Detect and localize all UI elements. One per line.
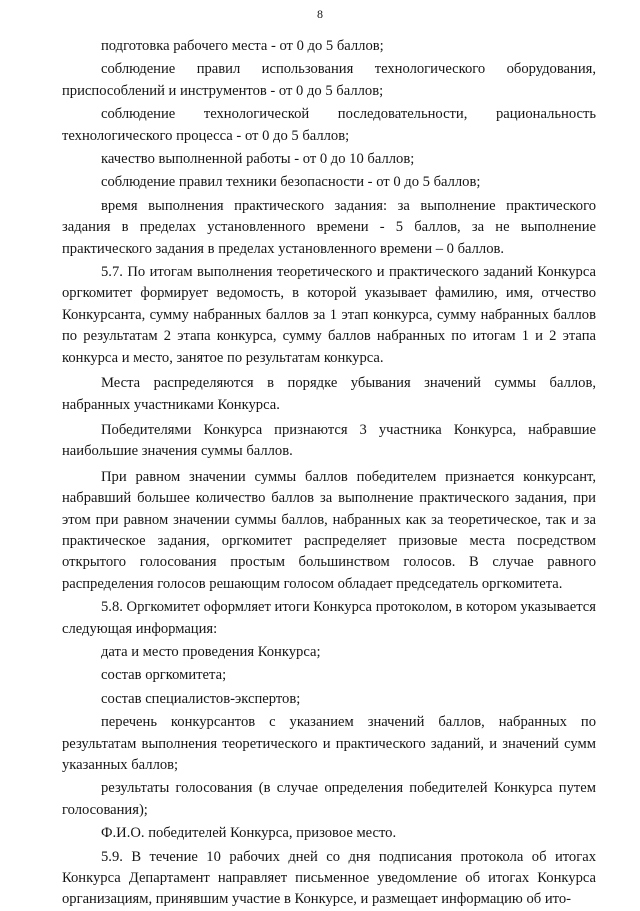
document-body xyxy=(62,36,596,911)
paragraph-5-7: 5.7. По итогам выполнения теоретического и практического заданий Конкурса оргкомитет формирует ведомость, в которой указывает фамилию, имя, отчество Конкурсанта, сумму набранных баллов за 1 этап конкурса, сумму набранных баллов по результатам 2 этапа конкурса, сумму баллов набранных по итогам 1 и 2 этапа конкурса и место, занятое по результатам конкурса. xyxy=(62,264,596,366)
page-number: 8 xyxy=(317,7,323,21)
paragraph-places-order: Места распределяются в порядке убывания значений суммы баллов, набранных участниками Конкурса. xyxy=(62,375,596,413)
list-item-contestants: перечень конкурсантов с указанием значений баллов, набранных по результатам выполнения теоретического и практического заданий, и значений сумм указанных баллов; xyxy=(62,714,596,773)
paragraph-work-quality: качество выполненной работы - от 0 до 10 баллов; xyxy=(101,151,415,168)
paragraph-workplace-prep: подготовка рабочего места - от 0 до 5 баллов; xyxy=(101,38,384,54)
paragraph-safety-rules: соблюдение правил техники безопасности - от 0 до 5 баллов; xyxy=(101,174,481,191)
paragraph-winners: Победителями Конкурса признаются 3 участника Конкурса, набравшие наибольшие значения суммы баллов. xyxy=(62,421,596,460)
paragraph-time-limit: время выполнения практического задания: за выполнение практического задания в пределах установленного времени - 5 баллов, за не выполнение практического задания в пределах установленного времени – 0 баллов. xyxy=(62,197,596,257)
paragraph-equipment-rules: соблюдение правил использования технологического оборудования, приспособлений и инструментов - от 0 до 5 баллов; xyxy=(62,61,596,99)
list-item-winners-names: Ф.И.О. победителей Конкурса, призовое место. xyxy=(101,825,397,842)
paragraph-tie-rule: При равном значении суммы баллов победителем признается конкурсант, набравший большее количество баллов за выполнение практического задания, при этом при равном значении суммы баллов, набранных как за теоретическое, так и за практическое задания, оргкомитет распределяет призовые места посредством открытого голосования простым большинством голосов. В случае равного распределения голосов решающим голосом обладает председатель оргкомитета. xyxy=(62,468,596,592)
paragraph-5-9: 5.9. В течение 10 рабочих дней со дня подписания протокола об итогах Конкурса Департамент направляет письменное уведомление об итогах Конкурса организациям, принявшим участие в Конкурсе, и размещает информацию об ито- xyxy=(62,848,596,908)
list-item-experts: состав специалистов-экспертов; xyxy=(101,690,301,707)
list-item-voting-results: результаты голосования (в случае определения победителей Конкурса путем голосования); xyxy=(62,780,596,818)
paragraph-tech-sequence: соблюдение технологической последовательности, рациональность технологического процесса - от 0 до 5 баллов; xyxy=(62,106,596,144)
paragraph-5-8: 5.8. Оргкомитет оформляет итоги Конкурса протоколом, в котором указывается следующая информация: xyxy=(62,599,596,637)
list-item-committee: состав оргкомитета; xyxy=(101,667,227,684)
list-item-date-place: дата и место проведения Конкурса; xyxy=(101,643,321,660)
